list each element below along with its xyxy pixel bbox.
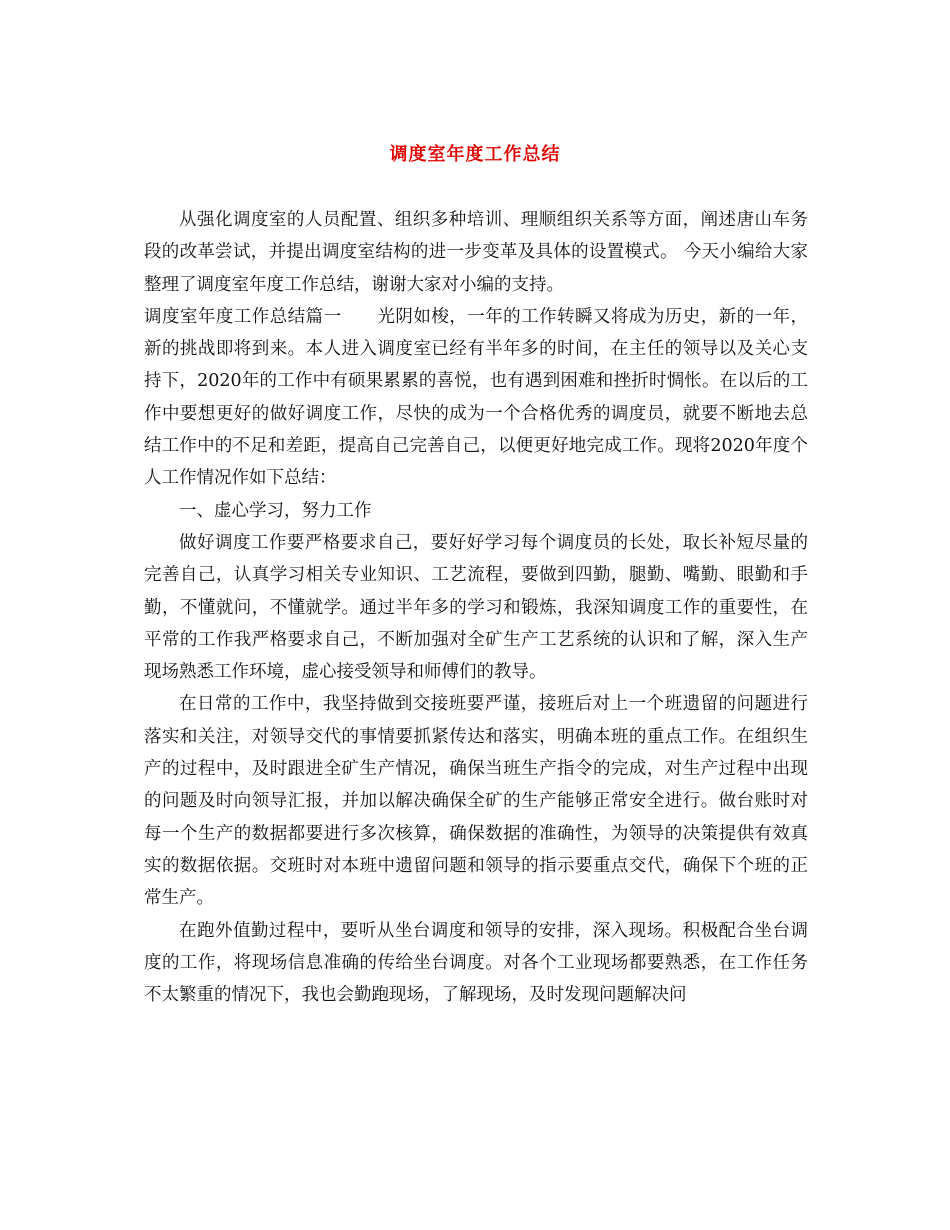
document-title: 调度室年度工作总结 — [389, 144, 561, 165]
body-paragraph: 在日常的工作中，我坚持做到交接班要严谨，接班后对上一个班遗留的问题进行落实和关注，对领导交代的事情要抓紧传达和落实，明确本班的重点工作。在组织生产的过程中，及时跟进全矿生产情况，确保当班生产指令的完成，对生产过程中出现的问题及时向领导汇报，并加以解决确保全矿的生产能够正常安全进行。做台账时对每一个生产的数据都要进行多次核算，确保数据的准确性，为领导的决策提供有效真实的数据依据。交班时对本班中遗留问题和领导的指示要重点交代，确保下个班的正常生产。 — [144, 694, 808, 909]
body-paragraph: 在跑外值勤过程中，要听从坐台调度和领导的安排，深入现场。积极配合坐台调度的工作，将现场信息准确的传给坐台调度。对各个工业现场都要熟悉，在工作任务不太繁重的情况下，我也会勤跑现场，了解现场，及时发现问题解决问 — [144, 920, 808, 1006]
document-body — [144, 204, 808, 1011]
intro-paragraph: 从强化调度室的人员配置、组织多种培训、理顺组织关系等方面，阐述唐山车务段的改革尝试，并提出调度室结构的进一步变革及具体的设置模式。 今天小编给大家整理了调度室年度工作总结，谢谢大家对小编的支持。 — [144, 210, 808, 295]
section-one-paragraph: 调度室年度工作总结篇一 光阴如梭，一年的工作转瞬又将成为历史，新的一年，新的挑战即将到来。本人进入调度室已经有半年多的时间，在主任的领导以及关心支持下，2020年的工作中有硕果累累的喜悦，也有遇到困难和挫折时惆怅。在以后的工作中要想更好的做好调度工作，尽快的成为一个合格优秀的调度员，就要不断地去总结工作中的不足和差距，提高自己完善自己，以便更好地完成工作。现将2020年度个人工作情况作如下总结： — [144, 306, 808, 489]
subheading-paragraph: 一、虚心学习，努力工作 — [179, 500, 372, 521]
body-paragraph: 做好调度工作要严格要求自己，要好好学习每个调度员的长处，取长补短尽量的完善自己，认真学习相关专业知识、工艺流程，要做到四勤，腿勤、嘴勤、眼勤和手勤，不懂就问，不懂就学。通过半年多的学习和锻炼，我深知调度工作的重要性，在平常的工作我严格要求自己，不断加强对全矿生产工艺系统的认识和了解，深入生产现场熟悉工作环境，虚心接受领导和师傅们的教导。 — [144, 532, 808, 683]
